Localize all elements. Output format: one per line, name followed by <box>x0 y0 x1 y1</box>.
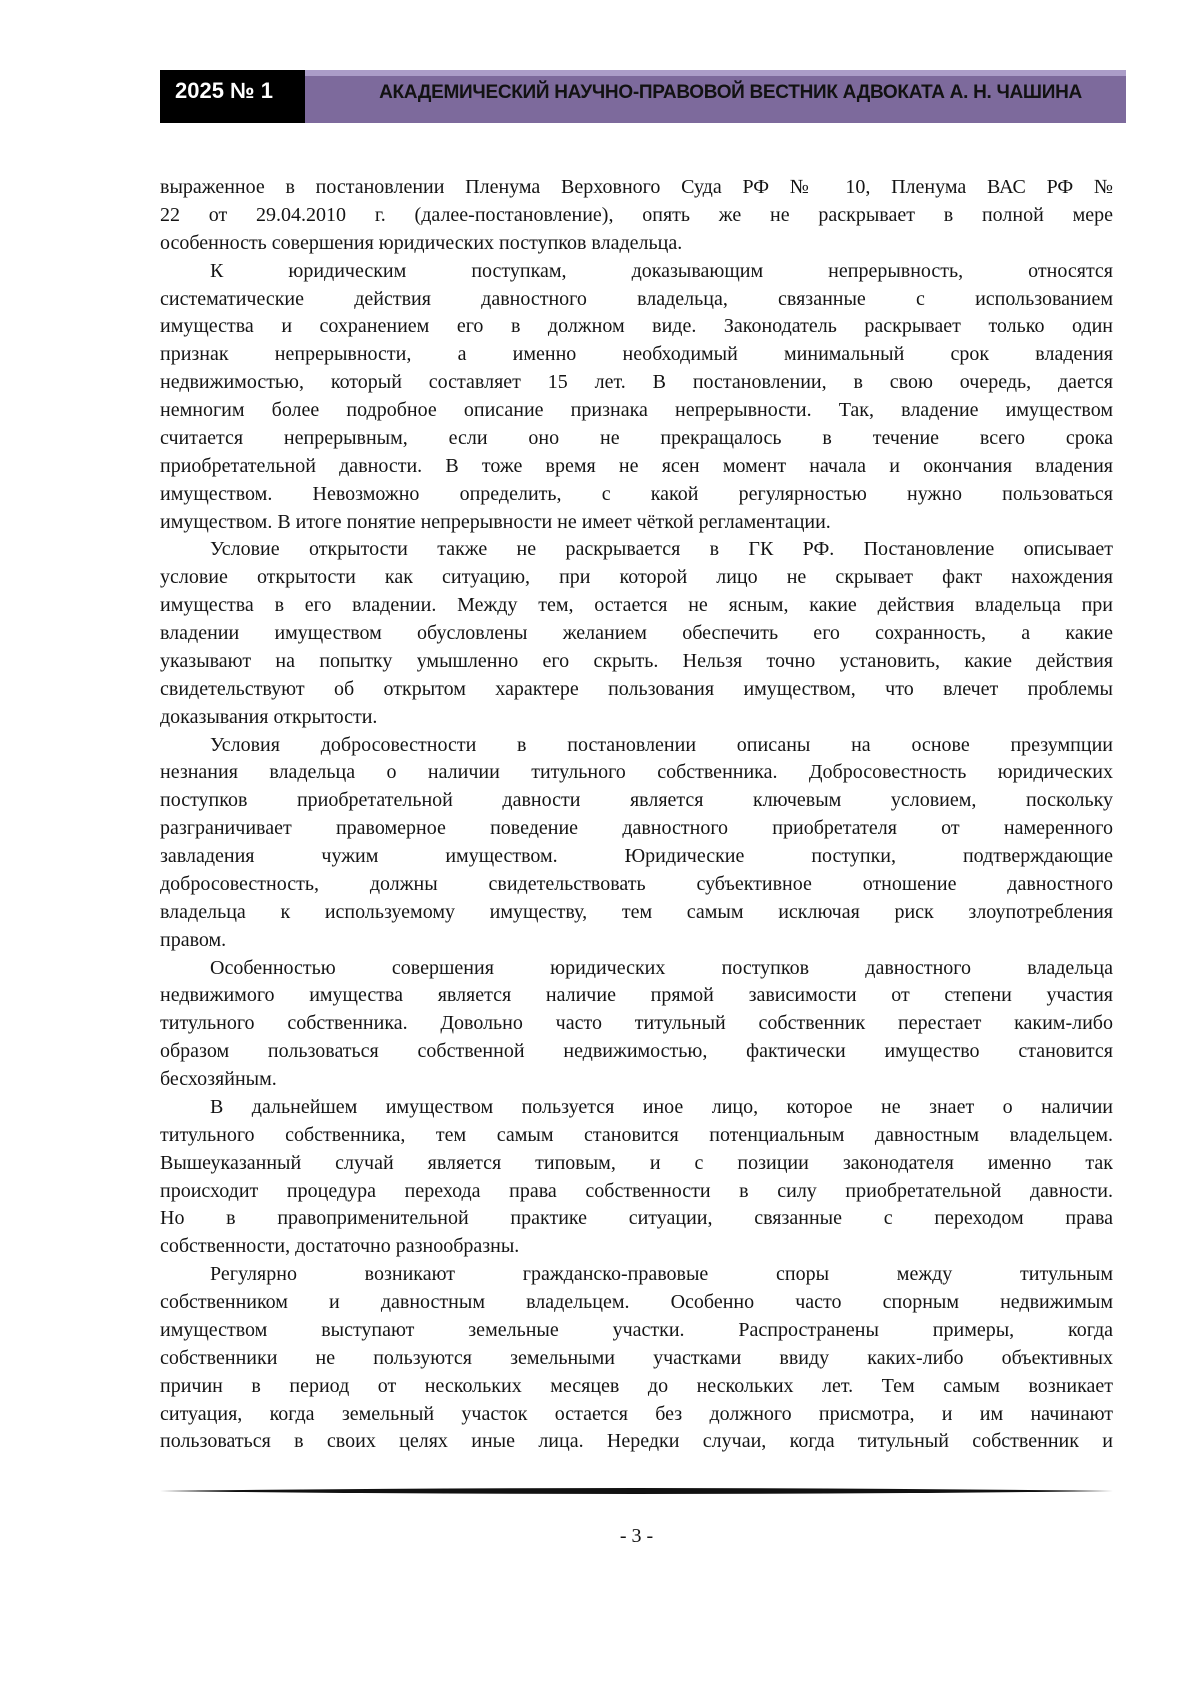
text-line: Но в правоприменительной практике ситуации, связанные с переходом права <box>160 1207 1113 1230</box>
text-line: Вышеуказанный случай является типовым, и с позиции законодателя именно так <box>160 1151 1113 1174</box>
text-line: Условия добросовестности в постановлении описаны на основе презумпции <box>210 733 1113 756</box>
text-line: недвижимостью, который составляет 15 лет. В постановлении, в свою очередь, дается <box>160 371 1113 394</box>
footer-divider-shape <box>160 1488 1113 1494</box>
text-line: имущества и сохранением его в должном виде. Законодатель раскрывает только один <box>160 315 1113 338</box>
text-line: ситуация, когда земельный участок остается без должного присмотра, и им начинают <box>160 1402 1113 1425</box>
journal-issue-badge <box>160 70 305 123</box>
text-line: собственности, достаточно разнообразны. <box>160 1235 520 1258</box>
text-line: образом пользоваться собственной недвижимостью, фактически имущество становится <box>160 1040 1113 1063</box>
paragraph <box>160 732 1113 955</box>
journal-header <box>160 70 1126 123</box>
paragraph <box>160 174 1113 258</box>
paragraph <box>160 258 1113 537</box>
text-line: указывают на попытку умышленно его скрыть. Нельзя точно установить, какие действия <box>160 649 1113 672</box>
text-line: Регулярно возникают гражданско-правовые споры между титульным <box>210 1263 1113 1286</box>
text-line: условие открытости как ситуацию, при которой лицо не скрывает факт нахождения <box>160 566 1113 589</box>
text-line: имуществом. В итоге понятие непрерывности не имеет чёткой регламентации. <box>160 510 831 533</box>
text-line: свидетельствуют об открытом характере пользования имуществом, что влечет проблемы <box>160 677 1113 700</box>
text-line: происходит процедура перехода права собственности в силу приобретательной давности. <box>160 1179 1113 1202</box>
paragraph <box>160 536 1113 731</box>
paragraph <box>160 1261 1113 1456</box>
text-line: пользоваться в своих целях иные лица. Нередки случаи, когда титульный собственник и <box>160 1430 1113 1453</box>
text-line: признак непрерывности, а именно необходимый минимальный срок владения <box>160 343 1113 366</box>
text-line: приобретательной давности. В тоже время не ясен момент начала и окончания владения <box>160 454 1113 477</box>
footer-divider-line <box>160 1485 1113 1497</box>
text-line: владельца к используемому имуществу, тем самым исключая риск злоупотребления <box>160 900 1113 923</box>
text-line: титульного собственника, тем самым становится потенциальным давностным владельцем. <box>160 1123 1113 1146</box>
text-line: собственники не пользуются земельными участками ввиду каких-либо объективных <box>160 1346 1113 1369</box>
paragraph <box>160 955 1113 1094</box>
journal-title-bar <box>305 70 1126 123</box>
page-number: - 3 - <box>619 1525 654 1547</box>
text-line: поступков приобретательной давности является ключевым условием, поскольку <box>160 789 1113 812</box>
text-line: немногим более подробное описание признака непрерывности. Так, владение имуществом <box>160 399 1113 421</box>
text-line: К юридическим поступкам, доказывающим непрерывность, относятся <box>210 259 1113 282</box>
text-line: имуществом. Невозможно определить, с какой регулярностью нужно пользоваться <box>160 482 1113 505</box>
text-line: недвижимого имущества является наличие прямой зависимости от степени участия <box>160 984 1113 1007</box>
text-line: правом. <box>160 928 227 951</box>
text-line: добросовестность, должны свидетельствовать субъективное отношение давностного <box>160 872 1113 895</box>
text-line: считается непрерывным, если оно не прекращалось в течение всего срока <box>160 426 1113 449</box>
text-line: доказывания открытости. <box>160 705 378 728</box>
text-line: бесхозяйным. <box>160 1068 277 1090</box>
text-line: систематические действия давностного владельца, связанные с использованием <box>160 287 1113 310</box>
paragraph <box>160 1094 1113 1261</box>
text-line: особенность совершения юридических поступков владельца. <box>160 231 683 254</box>
text-line: титульного собственника. Довольно часто титульный собственник перестает каким-либо <box>160 1012 1113 1035</box>
text-line: имуществом выступают земельные участки. Распространены примеры, когда <box>160 1318 1113 1341</box>
text-line: Особенностью совершения юридических поступков давностного владельца <box>210 956 1113 979</box>
text-line: Условие открытости также не раскрывается в ГК РФ. Постановление описывает <box>210 538 1113 561</box>
text-line: имущества в его владении. Между тем, остается не ясным, какие действия владельца при <box>160 594 1113 617</box>
article-body <box>160 174 1113 1456</box>
journal-title: АКАДЕМИЧЕСКИЙ НАУЧНО-ПРАВОВОЙ ВЕСТНИК АДВОКАТА А. Н. ЧАШИНА <box>379 82 1082 103</box>
text-line: причин в период от нескольких месяцев до нескольких лет. Тем самым возникает <box>160 1374 1113 1397</box>
text-line: завладения чужим имуществом. Юридические поступки, подтверждающие <box>160 845 1113 867</box>
journal-issue-text: 2025 № 1 <box>175 78 273 103</box>
text-line: незнания владельца о наличии титульного собственника. Добросовестность юридических <box>160 761 1113 784</box>
text-line: выраженное в постановлении Пленума Верховного Суда РФ № 10, Пленума ВАС РФ № <box>160 176 1113 198</box>
text-line: владении имуществом обусловлены желанием обеспечить его сохранность, а какие <box>160 622 1113 644</box>
text-line: В дальнейшем имуществом пользуется иное лицо, которое не знает о наличии <box>210 1095 1113 1118</box>
text-line: разграничивает правомерное поведение давностного приобретателя от намеренного <box>160 817 1113 840</box>
text-line: собственником и давностным владельцем. Особенно часто спорным недвижимым <box>160 1291 1113 1313</box>
text-line: 22 от 29.04.2010 г. (далее-постановление), опять же не раскрывает в полной мере <box>160 203 1113 226</box>
